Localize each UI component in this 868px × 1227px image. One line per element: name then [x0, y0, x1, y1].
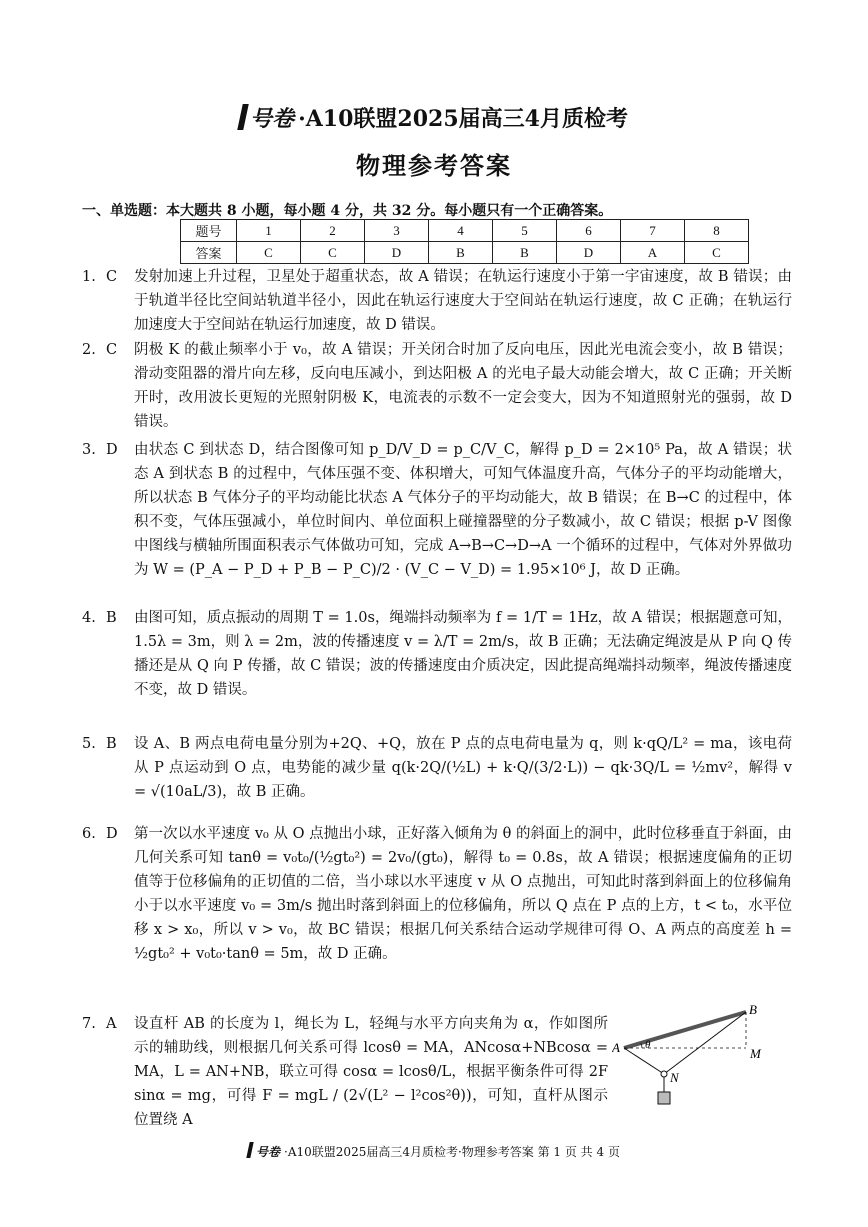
- question-answer: B: [106, 610, 117, 626]
- table-cell: 7: [621, 220, 685, 242]
- table-header-cell: 题号: [181, 220, 237, 242]
- table-cell: 5: [493, 220, 557, 242]
- table-cell: D: [365, 242, 429, 264]
- table-cell: C: [685, 242, 749, 264]
- question-answer: C: [106, 342, 118, 358]
- hanging-weight: [658, 1092, 670, 1104]
- footer-text: ·A10联盟2025届高三4月质检考·物理参考答案 第 1 页 共 4 页: [284, 1145, 620, 1159]
- pulley-n: [661, 1071, 667, 1077]
- exam-title: ·A10联盟2025届高三4月质检考: [298, 106, 628, 132]
- label-n: N: [670, 1070, 679, 1085]
- question-answer: D: [106, 442, 118, 458]
- label-theta: θ: [645, 1039, 651, 1051]
- table-cell: D: [557, 242, 621, 264]
- question-number: 5.: [82, 736, 96, 752]
- footer-logo-mark: [246, 1142, 253, 1158]
- question-number: 1.: [82, 269, 96, 285]
- rope-an: [624, 1048, 664, 1074]
- answer-table: [180, 219, 749, 264]
- question-number: 4.: [82, 610, 96, 626]
- label-b: B: [749, 1002, 757, 1017]
- table-cell: B: [429, 242, 493, 264]
- question-answer: B: [106, 736, 117, 752]
- answer-table-row-numbers: [181, 220, 749, 242]
- question-explanation: 设直杆 AB 的长度为 l，绳长为 L，轻绳与水平方向夹角为 α，作如图所示的辅助线，则根据几何关系可得 lcosθ = MA，ANcosα+NBcosα = MA，L = AN+NB，联立可得 cosα = lcosθ/L，根据平衡条件可得 2F sinα = mg，可得 F = mgL / (2√(L² − l²cos²θ))，可知，直杆从图示位置绕 A: [134, 1016, 608, 1128]
- rod-ab: [624, 1012, 746, 1048]
- label-m: M: [750, 1046, 761, 1061]
- section-heading: 一、单选题：本大题共 8 小题，每小题 4 分，共 32 分。每小题只有一个正确答案。: [82, 203, 613, 219]
- table-cell: 8: [685, 220, 749, 242]
- table-cell: 3: [365, 220, 429, 242]
- question-answer: A: [106, 1016, 117, 1032]
- page-header: [0, 102, 868, 133]
- label-a: A: [612, 1040, 620, 1055]
- table-cell: 4: [429, 220, 493, 242]
- rope-nb: [664, 1012, 746, 1074]
- question-number: 3.: [82, 442, 96, 458]
- question-3: [82, 438, 792, 598]
- question-explanation: 设 A、B 两点电荷电量分别为+2Q、+Q，放在 P 点的点电荷电量为 q，则 k·qQ/L² = ma，该电荷从 P 点运动到 O 点，电势能的减少量 q(k·2Q/(½L) + k·Q/(3/2·L)) − qk·3Q/L = ½mv²，解得 v = √(10aL/3)，故 B 正确。: [134, 736, 792, 800]
- table-cell: C: [237, 242, 301, 264]
- question-explanation: 发射加速上升过程，卫星处于超重状态，故 A 错误；在轨运行速度小于第一宇宙速度，故 B 错误；由于轨道半径比空间站轨道半径小，因此在轨运行速度大于空间站在轨运行速度，故 C 正确；在轨运行加速度大于空间站在轨运行加速度，故 D 错误。: [134, 269, 792, 333]
- question-2: [82, 338, 792, 434]
- question-answer: C: [106, 269, 118, 285]
- question-answer: D: [106, 826, 118, 842]
- question-explanation: 由图可知，质点振动的周期 T = 1.0s，绳端抖动频率为 f = 1/T = 1Hz，故 A 错误；根据题意可知，1.5λ = 3m，则 λ = 2m，波的传播速度 v = λ/T = 2m/s，故 B 正确；无法确定绳波是从 P 向 Q 传播还是从 Q 向 P 传播，故 C 错误；波的传播速度由介质决定，因此提高绳端抖动频率，绳波传播速度不变，故 D 错误。: [134, 610, 792, 698]
- table-cell: A: [621, 242, 685, 264]
- question-explanation: 由状态 C 到状态 D，结合图像可知 p_D/V_D = p_C/V_C，解得 p_D = 2×10⁵ Pa，故 A 错误；状态 A 到状态 B 的过程中，气体压强不变、体积增大，可知气体温度升高，气体分子的平均动能增大，所以状态 B 气体分子的平均动能比状态 A 气体分子的平均动能大，故 B 错误；在 B→C 的过程中，体积不变，气体压强减小，单位时间内、单位面积上碰撞器壁的分子数减小，故 C 错误；根据 p-V 图像中图线与横轴所围面积表示气体做功可知，完成 A→B→C→D→A 一个循环的过程中，气体对外界做功为 W = (P_A − P_D + P_B − P_C)/2 · (V_C − V_D) = 1.95×10⁶ J，故 D 正确。: [134, 442, 792, 578]
- answer-table-row-answers: [181, 242, 749, 264]
- question-5: [82, 732, 792, 816]
- table-cell: 2: [301, 220, 365, 242]
- question-number: 2.: [82, 342, 96, 358]
- table-cell: 1: [237, 220, 301, 242]
- page-footer: [0, 1142, 868, 1160]
- question-1: [82, 265, 792, 337]
- table-cell: C: [301, 242, 365, 264]
- question-4: [82, 606, 792, 726]
- rod-rope-figure: [612, 1002, 772, 1112]
- question-explanation: 第一次以水平速度 v₀ 从 O 点抛出小球，正好落入倾角为 θ 的斜面上的洞中，此时位移垂直于斜面，由几何关系可知 tanθ = v₀t₀/(½gt₀²) = 2v₀/(gt₀)，解得 t₀ = 0.8s，故 A 错误；根据速度偏角的正切值等于位移偏角的正切值的二倍，当小球以水平速度 v 从 O 点抛出，可知此时落到斜面上的位移偏角小于以水平速度 v₀ = 3m/s 抛出时落到斜面上的位移偏角，所以 Q 点在 P 点的上方，t < t₀，水平位移 x > x₀，所以 v > v₀，故 BC 错误；根据几何关系结合运动学规律可得 O、A 两点的高度差 h = ½gt₀² + v₀t₀·tanθ = 5m，故 D 正确。: [134, 826, 792, 962]
- question-explanation: 阴极 K 的截止频率小于 v₀，故 A 错误；开关闭合时加了反向电压，因此光电流会变小，故 B 错误；滑动变阻器的滑片向左移，反向电压减小，到达阳极 A 的光电子最大动能会增大，故 C 正确；开关断开时，改用波长更短的光照射阴极 K，电流表的示数不一定会变大，因为不知道照射光的强弱，故 D 错误。: [134, 342, 792, 430]
- table-cell: B: [493, 242, 557, 264]
- footer-logo-text: 号卷: [256, 1145, 281, 1159]
- question-number: 7.: [82, 1016, 96, 1032]
- table-cell: 6: [557, 220, 621, 242]
- table-header-cell: 答案: [181, 242, 237, 264]
- page-subtitle: 物理参考答案: [356, 151, 512, 180]
- question-6: [82, 822, 792, 998]
- brand-logo-mark: [237, 104, 249, 130]
- brand-logo-text: 号卷: [250, 106, 295, 132]
- question-number: 6.: [82, 826, 96, 842]
